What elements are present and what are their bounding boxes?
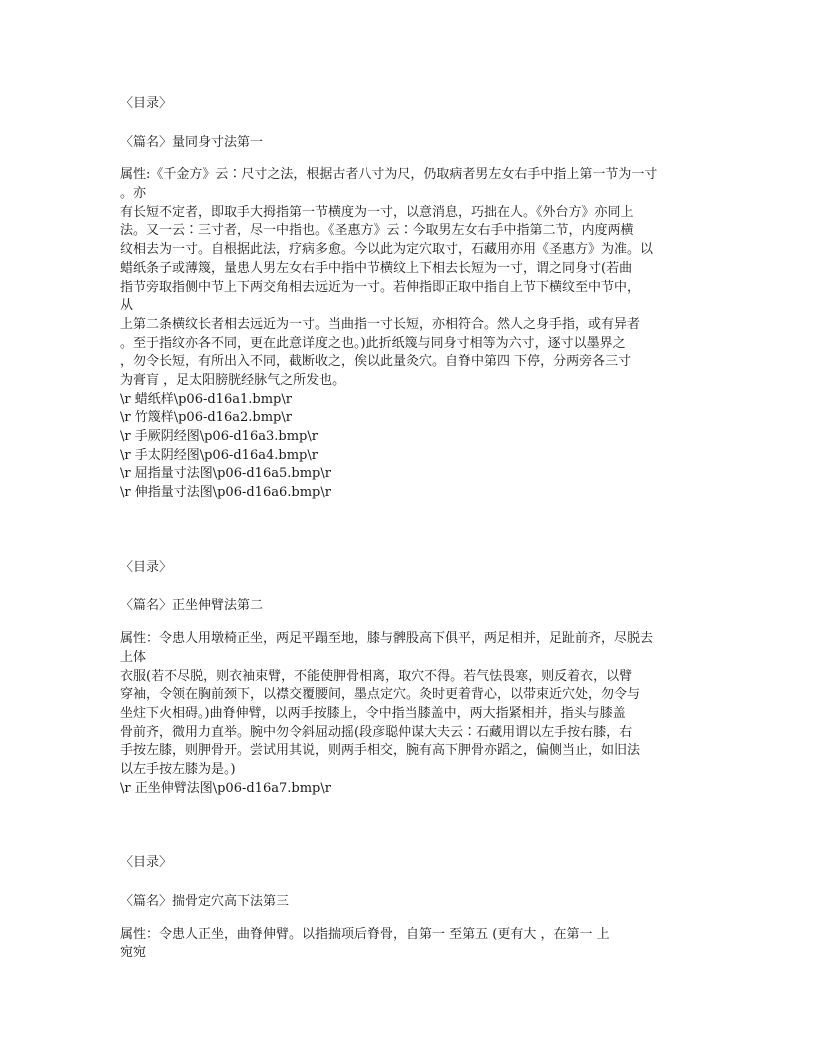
- image-reference: \r 蜡纸样\p06-d16a1.bmp\r: [120, 391, 292, 407]
- body-line: 坐炷下火相碍。)曲脊伸臂，以两手按膝上，令中指当膝盖中，两大指紧相并，指头与膝盖: [120, 705, 626, 721]
- body-line: 蜡纸条子或薄篾，量患人男左女右手中指中节横纹上下相去长短为一寸，谓之同身寸(若曲: [120, 260, 633, 276]
- toc-marker: 〈目录〉: [120, 855, 173, 871]
- document-page: [120, 95, 710, 963]
- body-line: 以左手按左膝为是。): [120, 761, 236, 777]
- body-line: 。亦: [120, 186, 147, 202]
- body-line: 法。又一云∶三寸者，尽一中指也。《圣惠方》云∶今取男左女右手中指第二节，内度两横: [120, 223, 634, 239]
- body-line: 上体: [120, 649, 147, 665]
- body-line: 骨前齐，微用力直举。腕中勿令斜屈动摇(段彦聪仲谋大夫云∶石藏用谓以左手按右膝，右: [120, 724, 633, 740]
- toc-marker: 〈目录〉: [120, 96, 173, 111]
- body-line: 为膏肓 ，足太阳膀胱经脉气之所发也。: [120, 372, 346, 388]
- image-reference: \r 伸指量寸法图\p06-d16a6.bmp\r: [120, 485, 331, 501]
- section-1: [120, 95, 710, 503]
- body-line: 指节旁取指侧中节上下两交角相去远近为一寸。若伸指即正取中指自上节下横纹至中节中，: [120, 279, 641, 295]
- body-line: 穿袖，令领在胸前颈下，以襟交覆腰间，墨点定穴。灸时更着背心，以带束近穴处，勿令与: [120, 687, 641, 703]
- chapter-body: [120, 926, 710, 963]
- body-line: 手按左膝，则胛骨开。尝试用其说，则两手相交，腕有高下胛骨亦蹈之，偏侧当止，如旧法: [120, 743, 641, 759]
- chapter-title: 〈篇名〉正坐伸臂法第二: [120, 598, 264, 614]
- body-line: ，勿令长短，有所出入不同，截断收之，俟以此量灸穴。自脊中第四 下停，分两旁各三寸: [120, 354, 632, 370]
- body-line: 属性：令患人正坐，曲脊伸臂。以指揣项后脊骨，自第一 至第五 (更有大 ，在第一 上: [120, 926, 610, 942]
- chapter-body: [120, 166, 710, 502]
- image-reference: \r 正坐伸臂法图\p06-d16a7.bmp\r: [120, 780, 331, 796]
- body-line: 衣服(若不尽脱，则衣袖束臂，不能使胛骨相离，取穴不得。若气怯畏寒，则反着衣，以臂: [120, 668, 633, 684]
- body-line: 宛宛: [120, 945, 147, 961]
- chapter-title: 〈篇名〉揣骨定穴高下法第三: [120, 894, 290, 909]
- chapter-title: 〈篇名〉量同身寸法第一: [120, 134, 264, 150]
- body-line: 纹相去为一寸。自根据此法，疗病多愈。今以此为定穴取寸，石藏用亦用《圣惠方》为准。以: [120, 242, 654, 258]
- chapter-body: [120, 630, 710, 798]
- body-line: 有长短不定者，即取手大拇指第一节横度为一寸，以意消息，巧拙在人。《外台方》亦同上: [120, 204, 634, 220]
- toc-marker: 〈目录〉: [120, 559, 173, 575]
- image-reference: \r 手太阴经图\p06-d16a4.bmp\r: [120, 447, 318, 463]
- section-2: [120, 559, 710, 799]
- image-reference: \r 竹篾样\p06-d16a2.bmp\r: [120, 410, 292, 426]
- body-line: 。至于指纹亦各不同，更在此意详度之也。)此折纸篾与同身寸相等为六寸，逐寸以墨界之: [120, 335, 626, 351]
- image-reference: \r 手厥阴经图\p06-d16a3.bmp\r: [120, 429, 318, 444]
- section-3: [120, 854, 710, 963]
- body-line: 属性:《千金方》云∶尺寸之法，根据古者八寸为尺，仍取病者男左女右手中指上第一节为一寸: [120, 167, 658, 183]
- body-line: 从: [120, 298, 134, 314]
- image-reference: \r 屈指量寸法图\p06-d16a5.bmp\r: [120, 466, 331, 482]
- body-line: 属性：令患人用墩椅正坐，两足平蹋至地，膝与髀股高下俱平，两足相并，足趾前齐，尽脱去: [120, 631, 654, 647]
- body-line: 上第二条横纹长者相去远近为一寸。当曲指一寸长短，亦相符合。然人之身手指，或有异者: [120, 316, 641, 332]
